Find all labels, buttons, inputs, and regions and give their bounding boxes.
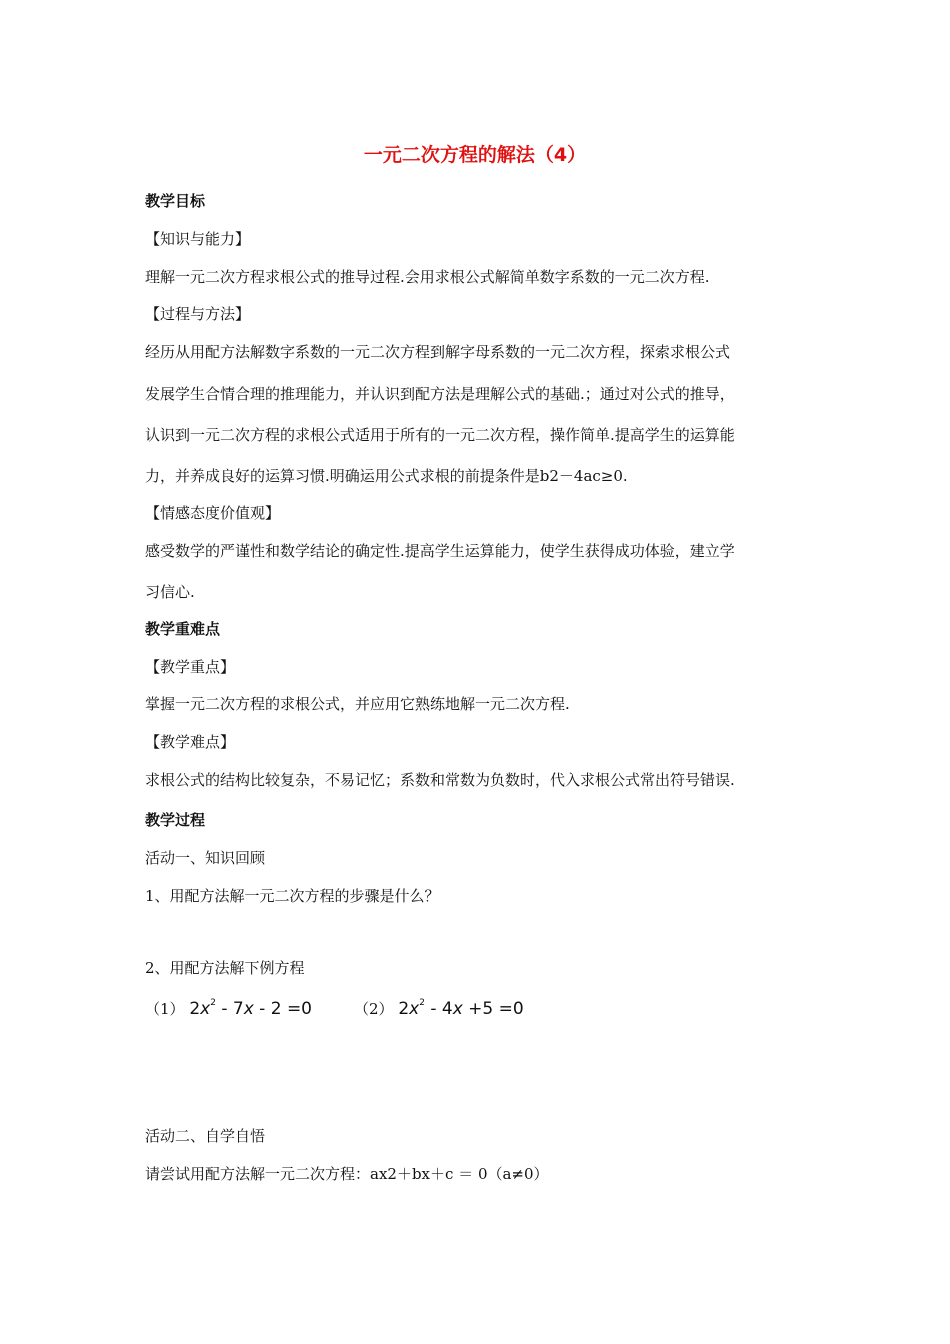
process-method-heading: 【过程与方法】 (145, 305, 251, 323)
key-points-heading: 教学重难点 (145, 620, 221, 638)
emotion-line: 习信心. (145, 583, 195, 601)
goals-heading: 教学目标 (145, 192, 206, 210)
emotion-heading: 【情感态度价值观】 (145, 504, 281, 522)
focus-text: 掌握一元二次方程的求根公式，并应用它熟练地解一元二次方程. (145, 695, 570, 713)
activity-two: 活动二、自学自悟 (145, 1127, 266, 1145)
knowledge-heading: 【知识与能力】 (145, 230, 251, 248)
process-line: 经历从用配方法解数字系数的一元二次方程到解字母系数的一元二次方程，探索求根公式 (145, 343, 731, 361)
equation-one: （1） $2x^2 - 7x - 2 =0$ (145, 998, 313, 1019)
process-line: 力，并养成良好的运算习惯.明确运用公式求根的前提条件是b2－4ac≥0. (145, 467, 628, 485)
question-one: 1、用配方法解一元二次方程的步骤是什么？ (145, 887, 440, 905)
difficulty-heading: 【教学难点】 (145, 733, 236, 751)
equation-two-label: （2） (354, 1000, 394, 1018)
equation-two: （2） $2x^2 - 4x +5 =0$ (354, 998, 524, 1019)
process-heading: 教学过程 (145, 811, 206, 829)
focus-heading: 【教学重点】 (145, 658, 236, 676)
task-text: 请尝试用配方法解一元二次方程：ax2＋bx＋c ＝ 0（a≠0） (145, 1165, 549, 1183)
equation-one-label: （1） (145, 1000, 185, 1018)
question-two: 2、用配方法解下例方程 (145, 959, 305, 977)
process-line: 认识到一元二次方程的求根公式适用于所有的一元二次方程，操作简单.提高学生的运算能 (145, 426, 735, 444)
emotion-line: 感受数学的严谨性和数学结论的确定性.提高学生运算能力，使学生获得成功体验，建立学 (145, 542, 735, 560)
process-line: 发展学生合情合理的推理能力，并认识到配方法是理解公式的基础.；通过对公式的推导， (145, 385, 735, 403)
activity-one: 活动一、知识回顾 (145, 849, 266, 867)
page-title: 一元二次方程的解法（4） (363, 144, 587, 166)
difficulty-text: 求根公式的结构比较复杂，不易记忆；系数和常数为负数时，代入求根公式常出符号错误. (145, 771, 735, 789)
knowledge-text: 理解一元二次方程求根公式的推导过程.会用求根公式解简单数字系数的一元二次方程. (145, 268, 710, 286)
